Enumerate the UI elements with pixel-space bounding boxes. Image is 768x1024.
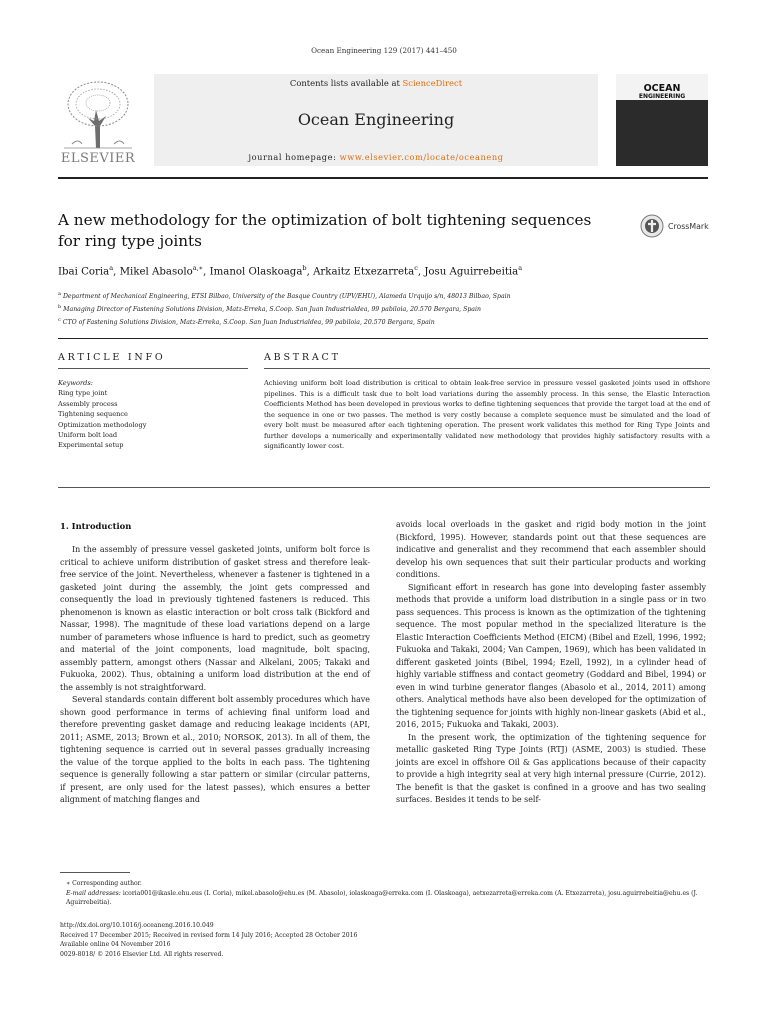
publication-info — [60, 921, 460, 959]
author-name: Imanol Olaskoaga — [209, 266, 303, 278]
affiliation-list — [58, 289, 708, 328]
journal-homepage — [154, 152, 598, 162]
contents-line — [154, 78, 598, 88]
author-list: Ibai Coria$^a$, Mikel Abasolo$^{a,∗}$, Imanol Olaskoaga$^b$, Arkaitz Etxezarreta$^c$, Josu Aguirrebeitia$^a$ — [58, 264, 523, 278]
author-affil-mark: a — [518, 264, 523, 272]
cover-subtitle: ENGINEERING — [638, 93, 686, 100]
corresponding-author-note: ∗ Corresponding author. — [66, 880, 142, 887]
affiliation — [58, 289, 708, 302]
journal-citation: Ocean Engineering 129 (2017) 441–450 — [311, 46, 457, 55]
author-affil-mark: a,∗ — [192, 264, 204, 272]
keyword: Assembly process — [58, 399, 118, 408]
affiliation — [58, 315, 708, 328]
doi-link[interactable]: http://dx.doi.org/10.1016/j.oceaneng.2016.10.049 — [60, 922, 214, 929]
sciencedirect-link[interactable]: ScienceDirect — [402, 78, 463, 88]
paragraph: avoids local overloads in the gasket and rigid body motion in the joint (Bickford, 1995). However, standards point out that these sequences are indicative and generalist and they recommend that each assembler should develop his own sequences that suit their particular products and working conditions. — [396, 520, 706, 579]
keyword: Tightening sequence — [58, 410, 128, 419]
affiliation-text: CTO of Fastening Solutions Division, Matz-Erreka, S.Coop. San Juan Industrialdea, 99 pabiloia, 20.570 Bergara, Spain — [62, 319, 435, 327]
cover-title: OCEAN — [643, 83, 681, 94]
crossmark-icon — [640, 214, 664, 238]
author-name: Josu Aguirrebeitia — [424, 266, 519, 278]
copyright-line: 0029-8018/ © 2016 Elsevier Ltd. All rights reserved. — [60, 950, 224, 958]
author-name: Ibai Coria — [58, 266, 110, 278]
keywords-label: Keywords: — [58, 379, 93, 387]
keywords-block — [58, 378, 248, 451]
section-heading-introduction: 1. Introduction — [60, 521, 132, 531]
crossmark-badge[interactable] — [640, 214, 726, 240]
received-dates: Received 17 December 2015; Received in revised form 14 July 2016; Accepted 28 October 2016 — [60, 931, 358, 939]
contents-prefix: Contents lists available at — [289, 78, 403, 88]
elsevier-logo-text: ELSEVIER — [60, 151, 136, 166]
email-label: E-mail addresses: — [66, 889, 121, 897]
author-name: Arkaitz Etxezarreta — [313, 266, 415, 278]
journal-title: Ocean Engineering — [297, 110, 455, 129]
affiliation-mark: b — [58, 304, 62, 311]
abstract-rule — [264, 368, 710, 369]
paragraph: Significant effort in research has gone into developing faster assembly methods that provide a uniform load distribution in a single pass or in two pass sequences. This process is known as the optimization of the tightening sequence. The most popular method in the specialized literature is the Elastic Interaction Coefficients Method (EICM) (Bibel and Ezell, 1996, 1992; Fukuoka and Takaki, 2004; Van Campen, 1969), which has been validated in different gasketed joints (Bibel, 1994; Ezell, 1992), in a cylinder head of highly variable stiffness and contact geometry (Goddard and Bibel, 1994) or even in wind turbine generator flanges (Abasolo et al., 2014, 2011) among others. Analytical methods have also been developed for the optimization of the tightening sequence for joints with highly non-linear gaskets (Abid et al., 2016, 2015; Fukuoka and Takaki, 2003). — [396, 582, 706, 729]
masthead-box — [154, 74, 598, 166]
homepage-label: journal homepage: — [248, 152, 340, 162]
article-info-rule — [58, 368, 248, 369]
email-addresses — [60, 889, 710, 908]
affiliation — [58, 302, 708, 315]
keyword: Optimization methodology — [58, 420, 147, 429]
article-info-heading: ARTICLE INFO — [58, 352, 166, 363]
abstract-bottom-rule — [58, 487, 710, 488]
author-affil-mark: b — [302, 264, 307, 272]
crossmark-label: CrossMark — [668, 222, 709, 231]
author-affil-mark: c — [414, 264, 418, 272]
keyword: Experimental setup — [58, 441, 124, 450]
affiliation-text: Managing Director of Fastening Solutions Division, Matz-Erreka, S.Coop. San Juan Industrialdea, 99 pabiloia, 20.570 Bergara, Spain — [63, 306, 481, 314]
paragraph: In the present work, the optimization of the tightening sequence for metallic gasketed Ring Type Joints (RTJ) (ASME, 2003) is studied. These joints are excel in offshore Oil & Gas applications because of their capacity to provide a high integrity seal at very high internal pressure (Currie, 2012). The benefit is that the gasket is confined in a groove and has two sealing surfaces. Besides it tends to be self- — [396, 732, 706, 804]
paragraph: In the assembly of pressure vessel gasketed joints, uniform bolt force is critical to achieve uniform distribution of gasket stress and therefore leak-free service of the joint. Nevertheless, whenever a fastener is tightened in a gasketed joint during the assembly, the joint gets compressed and consequently the load in previously tightened fasteners is reduced. This phenomenon is known as elastic interaction or bolt cross talk (Bickford and Nassar, 1998). The magnitude of these load variations depend on a large number of parameters whose influence is hard to predict, such as geometry and material of the joint components, load magnitude, bolt spacing, assembly pattern, amongst others (Nassar and Alkelani, 2005; Takaki and Fukuoka, 2002). Thus, obtaining a uniform load distribution at the end of the assembly is not straightforward. — [60, 545, 370, 692]
abstract-text: Achieving uniform bolt load distribution is critical to obtain leak-free service in pressure vessel gasketed joints used in offshore pipelines. This is a difficult task due to bolt load variations during the assembly process. In this sense, the Elastic Interaction Coefficients Method has been developed in previous works to define tightening sequences that provide the target load at the end of the sequence in one or two passes. The method is very costly because a complete sequence must be simulated and the load of every bolt must be measured after each tightening operation. The present work validates this method for Ring Type Joints and further develops a numerically and experimentally validated new methodology that provides highly satisfactory results with a significantly lower cost. — [264, 379, 710, 450]
online-date: Available online 04 November 2016 — [60, 941, 171, 949]
author-affil-mark: a — [109, 264, 114, 272]
affiliation-mark: c — [58, 317, 61, 324]
email-list: icoria001@ikasle.ehu.eus (I. Coria), mikel.abasolo@ehu.es (M. Abasolo), iolaskoaga@erreka.com (I. Olaskoaga), aetxezarreta@erreka.com (A. Etxezarreta), josu.aguirrebeitia@ehu.es (J. Aguirrebeitia). — [66, 889, 698, 906]
paragraph: Several standards contain different bolt assembly procedures which have shown good performance in terms of achieving final uniform load and therefore preventing gasket damage and reducing leakage incidents (API, 2011; ASME, 2013; Brown et al., 2010; NORSOK, 2013). In all of them, the tightening sequence is carried out in several passes gradually increasing the value of the torque applied to the bolts in each pass. The tightening sequence is generally following a star pattern or similar (circular patterns, if present, are only used for the latest passes), which ensures a better alignment of matching flanges and — [60, 695, 370, 804]
keyword: Ring type joint — [58, 389, 108, 398]
homepage-link[interactable]: www.elsevier.com/locate/oceaneng — [339, 152, 504, 162]
footnotes — [60, 879, 710, 908]
body-column-right — [396, 519, 706, 807]
journal-cover-thumbnail — [616, 74, 708, 166]
journal-masthead — [58, 74, 708, 166]
paper-title: A new methodology for the optimization of bolt tightening sequences for ring type joints — [58, 211, 592, 250]
info-divider — [58, 338, 708, 339]
affiliation-mark: a — [58, 291, 61, 297]
author-name: Mikel Abasolo — [119, 266, 193, 278]
body-column-left — [60, 544, 370, 807]
footnote-rule — [60, 872, 130, 873]
masthead-divider — [58, 177, 708, 179]
abstract-heading: ABSTRACT — [264, 352, 341, 363]
keyword: Uniform bolt load — [58, 431, 118, 440]
affiliation-text: Department of Mechanical Engineering, ETSI Bilbao, University of the Basque Country (UPV/EHU), Alameda Urquijo s/n, 48013 Bilbao, Spain — [62, 293, 511, 301]
